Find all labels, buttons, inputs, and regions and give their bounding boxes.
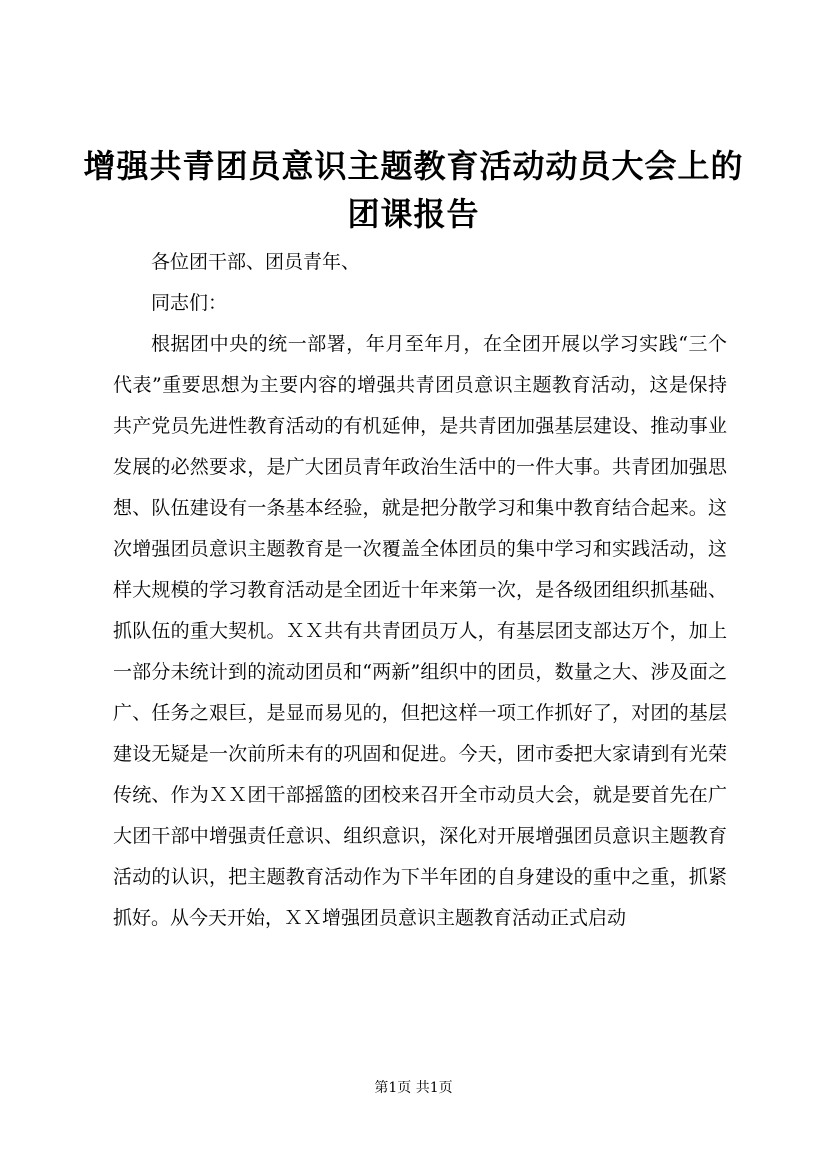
document-title: 增强共青团员意识主题教育活动动员大会上的团课报告 bbox=[83, 147, 744, 233]
salutation-line-1: 各位团干部、团员青年、 bbox=[151, 251, 361, 273]
body-paragraph: 根据团中央的统一部署，年月至年月，在全团开展以学习实践“三个代表”重要思想为主要内容的增强共青团员意识主题教育活动，这是保持共产党员先进性教育活动的有机延伸，是共青团加强基层建设、推动事业发展的必然要求，是广大团员青年政治生活中的一件大事。共青团加强思想、队伍建设有一条基本经验，就是把分散学习和集中教育结合起来。这次增强团员意识主题教育是一次覆盖全体团员的集中学习和实践活动，这样大规模的学习教育活动是全团近十年来第一次，是各级团组织抓基础、抓队伍的重大契机。ＸＸ共有共青团员万人，有基层团支部达万个，加上一部分未统计到的流动团员和“两新”组织中的团员，数量之大、涉及面之广、任务之艰巨，是显而易见的，但把这样一项工作抓好了，对团的基层建设无疑是一次前所未有的巩固和促进。今天，团市委把大家请到有光荣传统、作为ＸＸ团干部摇篮的团校来召开全市动员大会，就是要首先在广大团干部中增强责任意识、组织意识，深化对开展增强团员意识主题教育活动的认识，把主题教育活动作为下半年团的自身建设的重中之重，抓紧抓好。从今天开始，ＸＸ增强团员意识主题教育活动正式启动 bbox=[113, 333, 727, 929]
document-body bbox=[113, 242, 727, 939]
page-footer: 第1页 共1页 bbox=[374, 1080, 453, 1096]
salutation-line-2: 同志们： bbox=[151, 292, 228, 314]
